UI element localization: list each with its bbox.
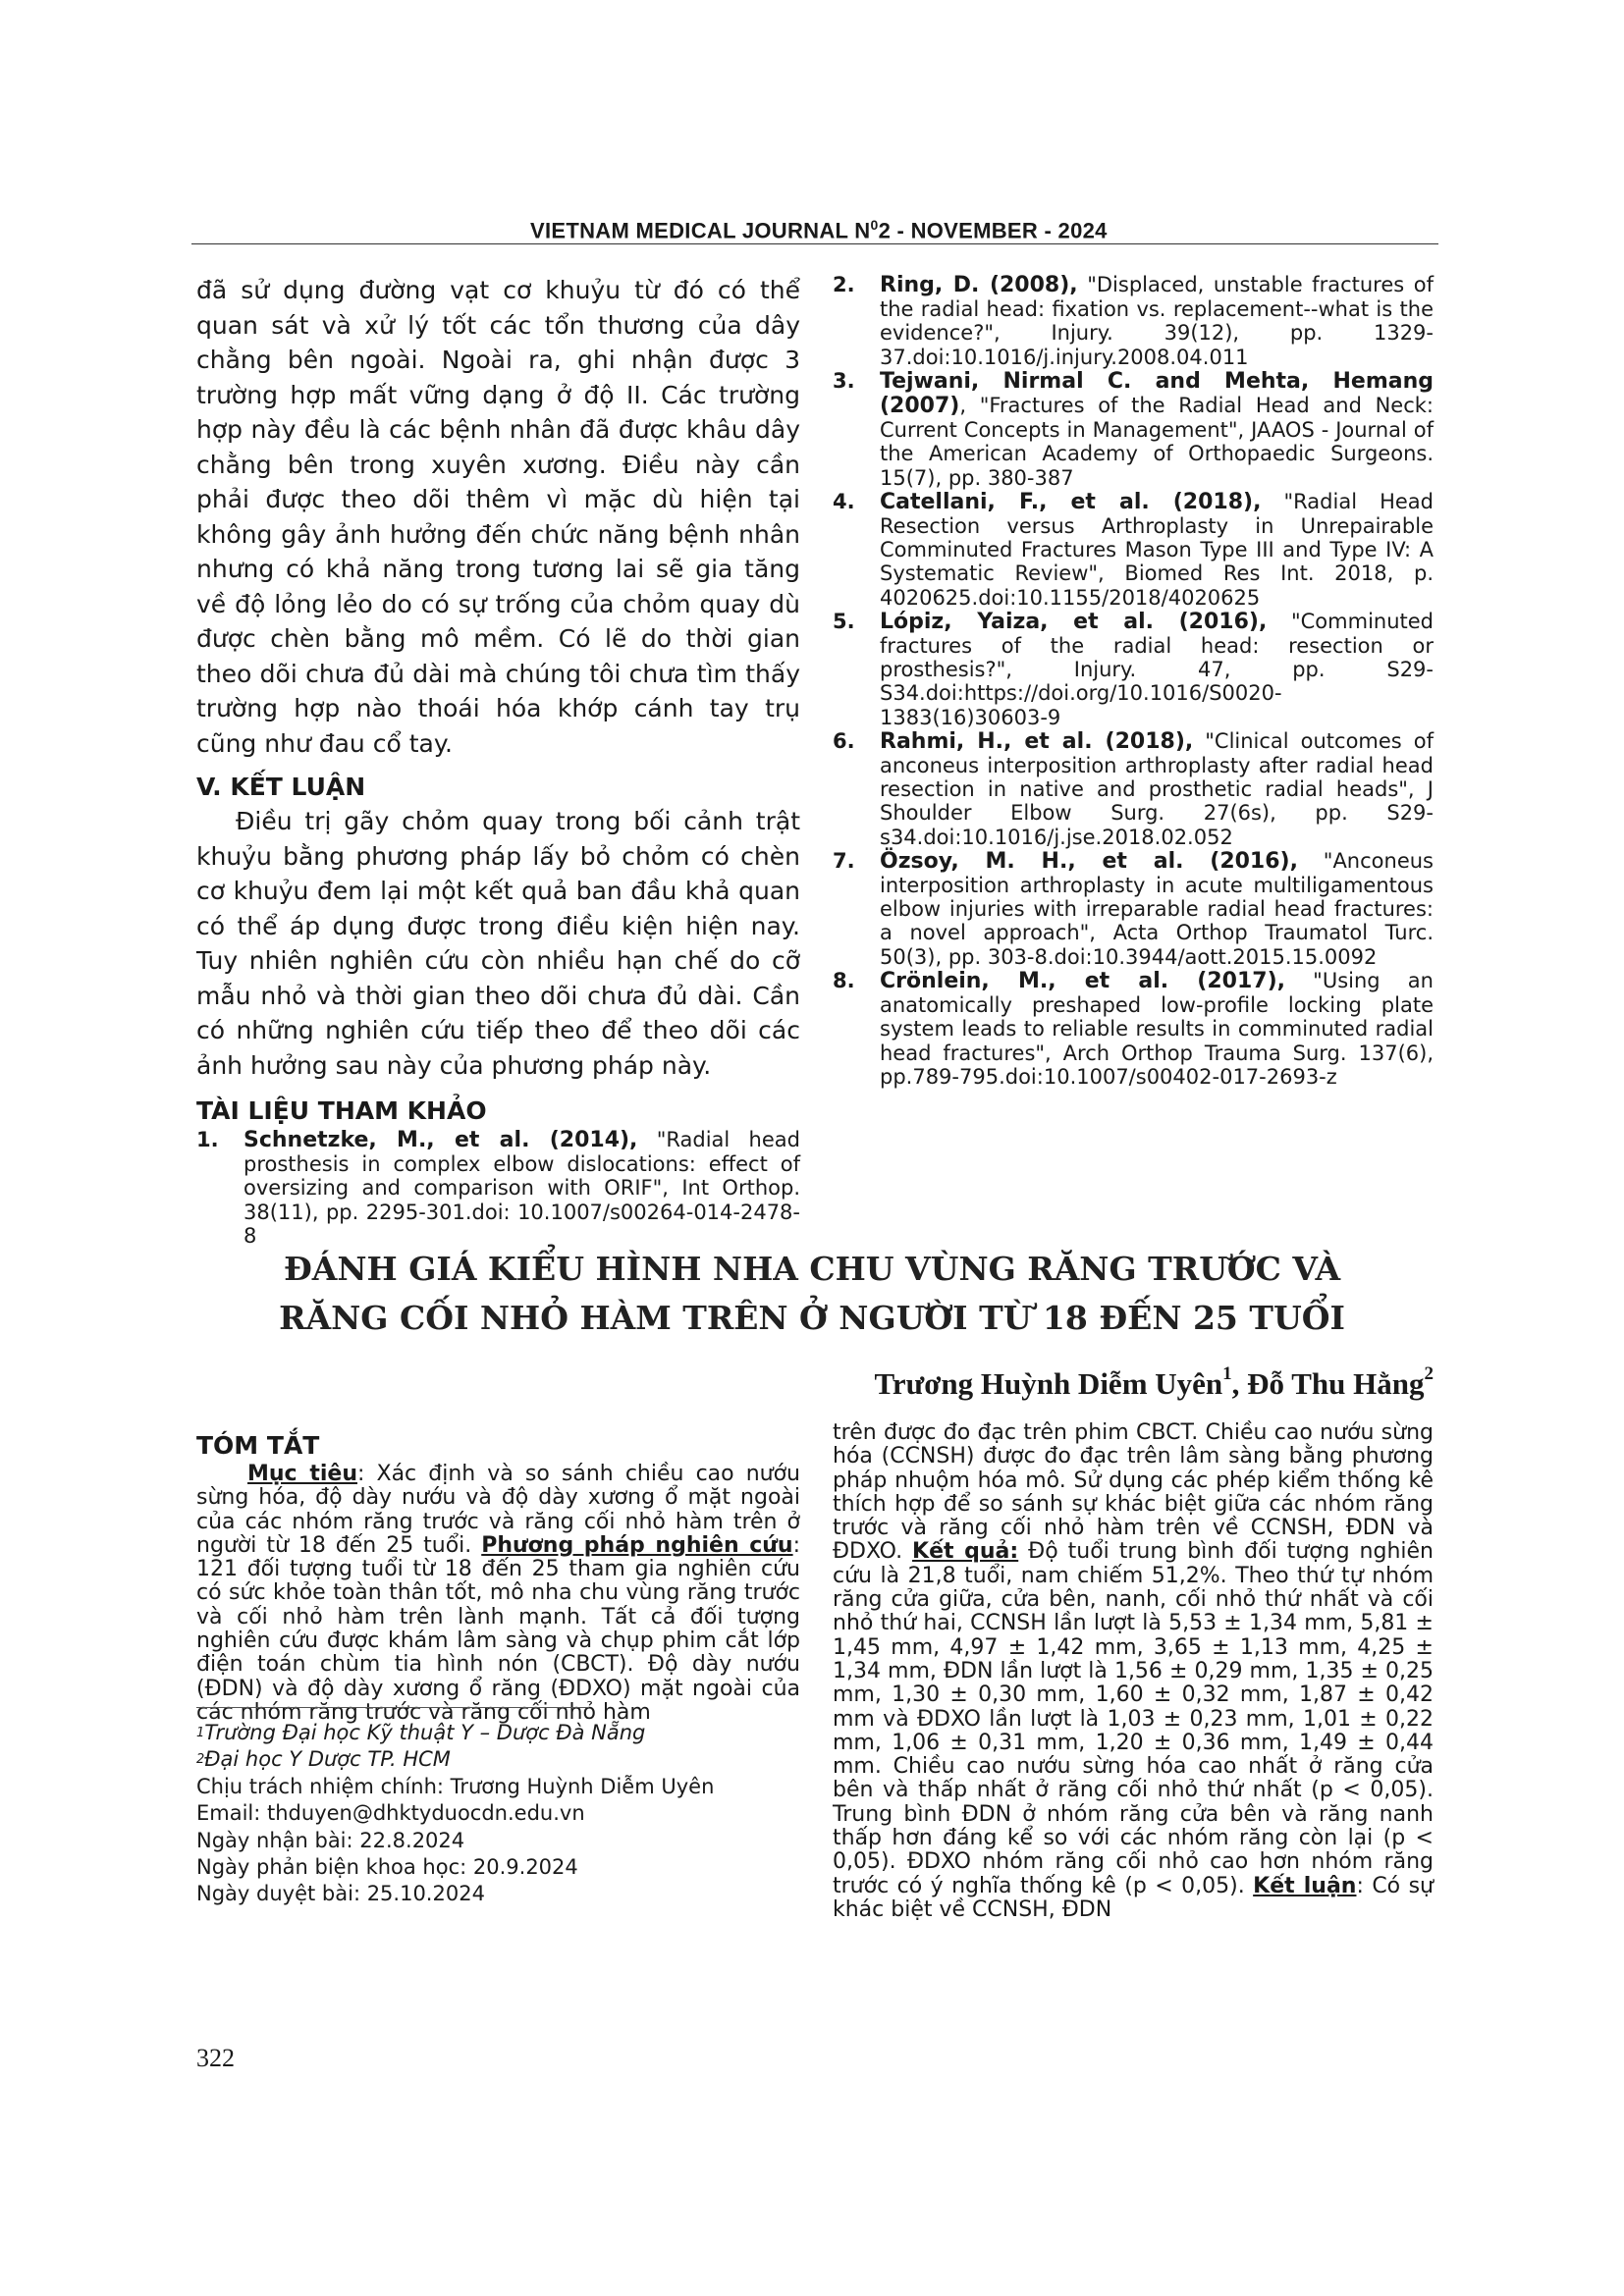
abstract-paragraph-2: trên được đo đạc trên phim CBCT. Chiều cao nướu sừng hóa (CCNSH) được đo đạc trên lâm sàng bằng phương pháp nhuộm hóa mô. Sử dụng các phép kiểm thống kê thích hợp để so sánh sự khác biệt giữa các nhóm răng trước và răng cối nhỏ hàm trên về CCNSH, ĐDN và ĐDXO. Kết quả: Độ tuổi trung bình đối tượng nghiên cứu là 21,8 tuổi, nam chiếm 51,2%. Theo thứ tự nhóm răng cửa giữa, cửa bên, nanh, cối nhỏ thứ nhất và cối nhỏ thứ hai, CCNSH lần lượt là 5,53 ± 1,34 mm, 5,81 ± 1,45 mm, 4,97 ± 1,42 mm, 3,65 ± 1,13 mm, 4,25 ± 1,34 mm, ĐDN lần lượt là 1,56 ± 0,29 mm, 1,35 ± 0,25 mm, 1,30 ± 0,30 mm, 1,60 ± 0,32 mm, 1,87 ± 0,42 mm và ĐDXO lần lượt là 1,03 ± 0,23 mm, 1,01 ± 0,22 mm, 1,06 ± 0,31 mm, 1,20 ± 0,36 mm, 1,49 ± 0,44 mm. Chiều cao nướu sừng hóa cao nhất ở răng cửa bên và thấp nhất ở răng cối nhỏ thứ nhất (p < 0,05). Trung bình ĐDN ở nhóm răng cửa bên và răng nanh thấp hơn đáng kể so với các nhóm răng còn lại (p < 0,05). ĐDXO nhóm răng cối nhỏ cao hơn nhóm răng trước có ý nghĩa thống kê (p < 0,05). Kết luận: Có sự khác biệt về CCNSH, ĐDN xyxy=(833,1420,1434,1922)
abstract-heading: TÓM TẮT xyxy=(196,1431,320,1460)
reference-item xyxy=(833,369,1434,490)
reference-number: 6. xyxy=(833,728,855,753)
article-title-line-2: RĂNG CỐI NHỎ HÀM TRÊN Ở NGƯỜI TỪ 18 ĐẾN 25 TUỔI xyxy=(279,1299,1345,1337)
email: Email: thduyen@dhktyduocdn.edu.vn xyxy=(196,1801,585,1826)
reference-text: "Radial head prosthesis in complex elbow dislocations: effect of oversizing and comparison with ORIF", Int Orthop. 38(11), pp. 2295-301.doi: 10.1007/s00264-014-2478-8 xyxy=(244,1128,800,1248)
reference-authors: Crönlein, M., et al. (2017), xyxy=(880,968,1285,993)
reference-authors: Schnetzke, M., et al. (2014), xyxy=(244,1128,638,1152)
footnotes xyxy=(196,1720,805,1908)
reference-item xyxy=(833,729,1434,849)
article-title-line-1: ĐÁNH GIÁ KIỂU HÌNH NHA CHU VÙNG RĂNG TRƯỚC VÀ xyxy=(283,1250,1341,1288)
reference-item xyxy=(833,969,1434,1089)
reference-number: 2. xyxy=(833,273,855,296)
author-1: Trương Huỳnh Diễm Uyên xyxy=(874,1366,1223,1401)
reference-authors: Rahmi, H., et al. (2018), xyxy=(880,728,1194,754)
references-heading: TÀI LIỆU THAM KHẢO xyxy=(196,1096,487,1125)
reference-text: "Radial Head Resection versus Arthroplasty in Unrepairable Comminuted Fractures Mason Type III and Type IV: A Systematic Review", Biomed Res Int. 2018, p. 4020625.doi:10.1155/2018/4020625 xyxy=(880,489,1434,610)
reference-authors: Özsoy, M. H., et al. (2016), xyxy=(880,848,1298,874)
reference-item xyxy=(833,490,1434,610)
reference-text: "Comminuted fractures of the radial head: resection or prosthesis?", Injury. 47, pp. S29-S34.doi:https://doi.org/10.1016/S0020-1383(16)30603-9 xyxy=(880,609,1435,729)
reference-text: "Displaced, unstable fractures of the radial head: fixation vs. replacement--what is the evidence?", Injury. 39(12), pp. 1329-37.doi:10.1016/j.injury.2008.04.011 xyxy=(880,273,1434,369)
reference-number: 7. xyxy=(833,848,855,873)
reference-number: 1. xyxy=(196,1128,219,1151)
reference-item xyxy=(833,273,1434,369)
reference-text: "Clinical outcomes of anconeus interposition arthroplasty after radial head resection in native and prosthetic radial heads", J Shoulder Elbow Surg. 27(6s), pp. S29-s34.doi:10.1016/j.jse.2018.02.052 xyxy=(880,728,1434,849)
reference-number: 5. xyxy=(833,609,855,633)
article-authors: Trương Huỳnh Diễm Uyên$^1$, Đỗ Thu Hằng$^2$ xyxy=(874,1363,1434,1401)
reference-authors: Tejwani, Nirmal C. and Mehta, Hemang (2007) xyxy=(880,368,1434,419)
date-accepted: Ngày duyệt bài: 25.10.2024 xyxy=(196,1882,485,1906)
reference-number: 4. xyxy=(833,489,855,513)
affiliation-2: $^2$Đại học Y Dược TP. HCM xyxy=(196,1747,451,1772)
reference-item xyxy=(833,849,1434,969)
reference-text: , "Fractures of the Radial Head and Neck: Current Concepts in Management", JAAOS - Journal of the American Academy of Orthopaedic Surgeons. 15(7), pp. 380-387 xyxy=(880,394,1434,490)
reference-item xyxy=(196,1128,800,1248)
journal-header: VIETNAM MEDICAL JOURNAL $N^02$ - NOVEMBER - 2024 xyxy=(530,217,1108,243)
reference-authors: Catellani, F., et al. (2018), xyxy=(880,489,1262,514)
affiliation-1: $^1$Trường Đại học Kỹ thuật Y – Dược Đà Nẵng xyxy=(196,1721,646,1744)
upper-left-column xyxy=(196,273,800,1248)
abstract-right-column xyxy=(833,1421,1434,1922)
reference-item xyxy=(833,610,1434,729)
upper-right-column xyxy=(833,273,1434,1089)
abstract-left-column xyxy=(196,1421,800,1725)
conclusion-paragraph: Điều trị gãy chỏm quay trong bối cảnh trật khuỷu bằng phương pháp lấy bỏ chỏm có chèn cơ khuỷu đem lại một kết quả ban đầu khả quan có thể áp dụng được trong điều kiện hiện nay. Tuy nhiên nghiên cứu còn nhiều hạn chế do cỡ mẫu nhỏ và thời gian theo dõi chưa đủ dài. Cần có những nghiên cứu tiếp theo để theo dõi các ảnh hưởng sau này của phương pháp này. xyxy=(196,807,800,1080)
reference-text: "Anconeus interposition arthroplasty in acute multiligamentous elbow injuries with irreparable radial head fractures: a novel approach", Acta Orthop Traumatol Turc. 50(3), pp. 303-8.doi:10.3944/aott.2015.15.0092 xyxy=(880,848,1434,969)
conclusion-heading: V. KẾT LUẬN xyxy=(196,773,366,801)
reference-authors: Ring, D. (2008), xyxy=(880,273,1078,297)
reference-number: 3. xyxy=(833,368,855,393)
reference-text: "Using an anatomically preshaped low-profile locking plate system leads to reliable results in comminuted radial head fractures", Arch Orthop Trauma Surg. 137(6), pp.789-795.doi:10.1007/s00402-017-2693-z xyxy=(880,968,1434,1089)
abstract-paragraph-1: Mục tiêu: Xác định và so sánh chiều cao nướu sừng hóa, độ dày nướu và độ dày xương ổ mặt ngoài của các nhóm răng trước và răng cối nhỏ hàm trên ở người từ 18 đến 25 tuổi. Phương pháp nghiên cứu: 121 đối tượng tuổi từ 18 đến 25 tham gia nghiên cứu có sức khỏe toàn thân tốt, mô nha chu vùng răng trước và cối nhỏ hàm trên lành mạnh. Tất cả đối tượng nghiên cứu được khám lâm sàng và chụp phim cắt lớp điện toán chùm tia hình nón (CBCT). Độ dày nướu (ĐDN) và độ dày xương ổ răng (ĐDXO) mặt ngoài của các nhóm răng trước và răng cối nhỏ hàm xyxy=(196,1462,801,1725)
date-received: Ngày nhận bài: 22.8.2024 xyxy=(196,1828,465,1852)
footnote-divider xyxy=(196,1707,589,1708)
date-reviewed: Ngày phản biện khoa học: 20.9.2024 xyxy=(196,1855,578,1880)
corresponding-author: Chịu trách nhiệm chính: Trương Huỳnh Diễm Uyên xyxy=(196,1774,715,1798)
page-number: 322 xyxy=(196,2044,235,2072)
reference-number: 8. xyxy=(833,968,855,992)
reference-authors: Lópiz, Yaiza, et al. (2016), xyxy=(880,609,1268,634)
header-divider xyxy=(191,243,1438,244)
author-2: Đỗ Thu Hằng xyxy=(1247,1366,1425,1401)
discussion-paragraph: đã sử dụng đường vạt cơ khuỷu từ đó có thể quan sát và xử lý tốt các tổn thương của dây chằng bên ngoài. Ngoài ra, ghi nhận được 3 trường hợp mất vững dạng ở độ II. Các trường hợp này đều là các bệnh nhân đã được khâu dây chằng bên trong xuyên xương. Điều này cần phải được theo dõi thêm vì mặc dù hiện tại không gây ảnh hưởng đến chức năng bệnh nhân nhưng có khả năng trong tương lai sẽ gia tăng về độ lỏng lẻo do có sự trống của chỏm quay dù được chèn bằng mô mềm. Có lẽ do thời gian theo dõi chưa đủ dài mà chúng tôi chưa tìm thấy trường hợp nào thoái hóa khớp cánh tay trụ cũng như đau cổ tay. xyxy=(196,276,800,758)
article-title xyxy=(226,1245,1398,1343)
